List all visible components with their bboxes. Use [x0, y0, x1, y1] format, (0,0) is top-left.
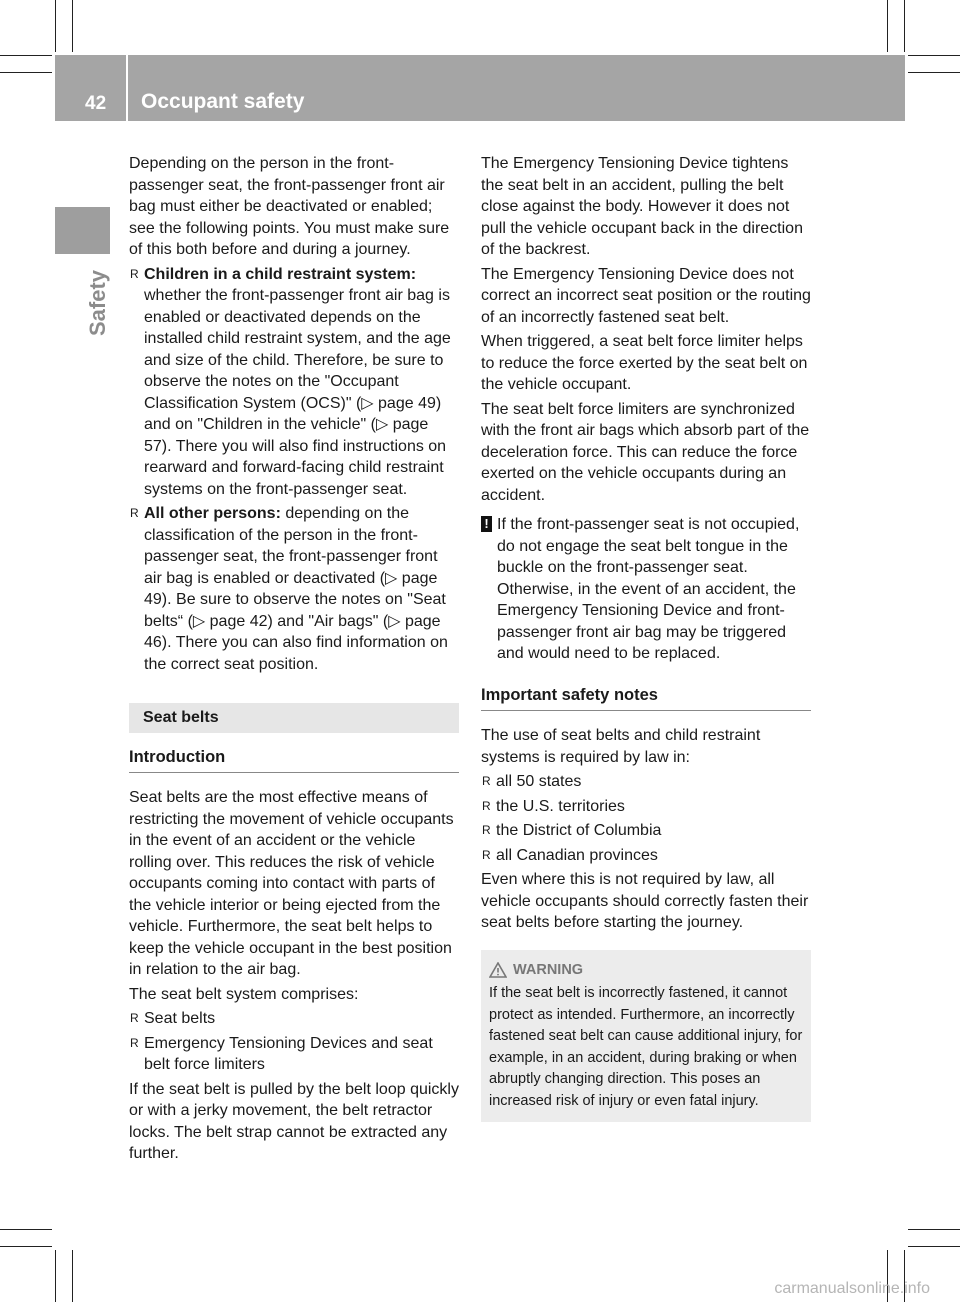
paragraph: Even where this is not required by law, all vehicle occupants should correctly fasten their seat belts before starting the journey.: [481, 871, 809, 931]
crop-mark: [908, 72, 960, 73]
warning-box: [481, 950, 811, 1123]
paragraph: Seat belts are the most effective means of restricting the movement of vehicle occupants in the event of an accident or the vehicle rolling over. This reduces the risk of vehicle occupants coming into contact with parts of the vehicle interior or being ejected from the vehicle. Furthermore, the seat belt helps to keep the vehicle occupant in the best position in relation to the air bag.: [129, 789, 454, 978]
page-title: Occupant safety: [141, 90, 305, 113]
warning-title: WARNING: [513, 961, 584, 978]
paragraph: The seat belt system comprises:: [129, 985, 359, 1003]
list-item-text: the District of Columbia: [496, 822, 662, 839]
paragraph: The use of seat belts and child restraint systems is required by law in:: [481, 727, 761, 766]
bullet-marker: R: [130, 266, 139, 281]
warning-header: [489, 960, 803, 982]
crop-mark: [0, 55, 52, 56]
list-item: [129, 264, 459, 501]
warning-text: If the seat belt is incorrectly fastened, it cannot protect as intended. Furthermore, an incorrectly fastened seat belt can cause additional injury, for example, in an accident, during braking or when abruptly changing direction. This poses an increased risk of injury or even fatal injury.: [489, 985, 803, 1109]
crop-mark: [908, 1229, 960, 1230]
crop-mark: [0, 1246, 52, 1247]
exclamation-icon: !: [481, 516, 492, 532]
crop-mark: [55, 1250, 56, 1302]
crop-mark: [0, 72, 52, 73]
bullet-marker: R: [482, 774, 491, 788]
bullet-heading: All other persons:: [144, 505, 281, 522]
bullet-heading: Children in a child restraint system:: [144, 265, 417, 283]
bullet-marker: R: [130, 506, 139, 520]
list-item: [129, 1033, 459, 1076]
note-text: If the front-passenger seat is not occupied, do not engage the seat belt tongue in the buckle on the front-passenger seat. Otherwise, in the event of an accident, the Emergency Tensioning Device and front-passenger front air bag may be triggered and would need to be replaced.: [497, 516, 800, 662]
crop-mark: [904, 0, 905, 52]
subheading-safety-notes: Important safety notes: [481, 685, 811, 712]
list-item: [481, 771, 811, 793]
list-item: [481, 820, 811, 842]
bullet-marker: R: [482, 823, 491, 837]
paragraph: The Emergency Tensioning Device tightens the seat belt in an accident, pulling the belt close against the body. However it does not pull the vehicle occupant back in the direction of the backrest.: [481, 155, 803, 258]
watermark: carmanualsonline.info: [774, 1280, 930, 1297]
bullet-marker: R: [130, 1011, 139, 1025]
crop-mark: [908, 55, 960, 56]
bullet-text: whether the front-passenger front air bag is enabled or deactivated depends on the installed child restraint system, and the age and size of the child. Therefore, be sure to observe the notes on the "Occupant Classification System (OCS)" (▷ page 49) and on "Children in the vehicle" (▷ page 57). There you will also find instructions on rearward and forward-facing child restraint systems on the front-passenger seat.: [144, 287, 451, 498]
intro-paragraph: Depending on the person in the front-passenger seat, the front-passenger front air bag must either be deactivated or enabled; see the following points. You must make sure of this both before and during a journey.: [129, 155, 450, 258]
bullet-marker: R: [482, 847, 491, 862]
list-item: [481, 845, 811, 867]
crop-mark: [0, 1229, 52, 1230]
list-item-text: Emergency Tensioning Devices and seat belt force limiters: [144, 1034, 433, 1073]
list-item-text: all Canadian provinces: [496, 846, 658, 864]
section-tab: [55, 207, 110, 254]
paragraph: When triggered, a seat belt force limiter helps to reduce the force exerted by the seat belt on the vehicle occupant.: [481, 333, 808, 393]
list-item: [129, 1008, 459, 1030]
bullet-text: depending on the classification of the person in the front-passenger seat, the front-passenger front air bag is enabled or deactivated (▷ page 49). Be sure to observe the notes on "Seat belts“ (▷ page 42) and "Air bags" (▷ page 46). There you can also find information on the correct seat position.: [144, 505, 448, 673]
crop-mark: [908, 1246, 960, 1247]
list-item: [129, 503, 459, 675]
header-divider: [126, 55, 128, 121]
subheading-introduction: Introduction: [129, 747, 459, 774]
warning-triangle-icon: [489, 962, 507, 978]
crop-mark: [72, 1250, 73, 1302]
crop-mark: [72, 0, 73, 52]
list-item-text: Seat belts: [144, 1010, 216, 1027]
crop-mark: [887, 0, 888, 52]
bullet-marker: R: [482, 798, 491, 813]
right-column: [481, 153, 811, 1122]
paragraph: The seat belt force limiters are synchronized with the front air bags which absorb part of the deceleration force. This can reduce the force exerted on the vehicle occupants during an accident.: [481, 400, 810, 504]
section-label: [55, 258, 110, 338]
paragraph: The Emergency Tensioning Device does not correct an incorrect seat position or the routing of an incorrectly fastened seat belt.: [481, 265, 811, 326]
page-number: 42: [85, 93, 107, 114]
list-item-text: all 50 states: [496, 773, 582, 790]
crop-mark: [55, 0, 56, 52]
bullet-marker: R: [130, 1035, 139, 1050]
section-label-text: Safety: [85, 269, 110, 336]
list-item-text: the U.S. territories: [496, 797, 625, 815]
caution-note: [481, 514, 811, 665]
left-column: [129, 153, 459, 1168]
list-item: [481, 796, 811, 818]
paragraph: If the seat belt is pulled by the belt loop quickly or with a jerky movement, the belt retractor locks. The belt strap cannot be extracted any further.: [129, 1080, 459, 1162]
section-heading: Seat belts: [129, 703, 459, 733]
